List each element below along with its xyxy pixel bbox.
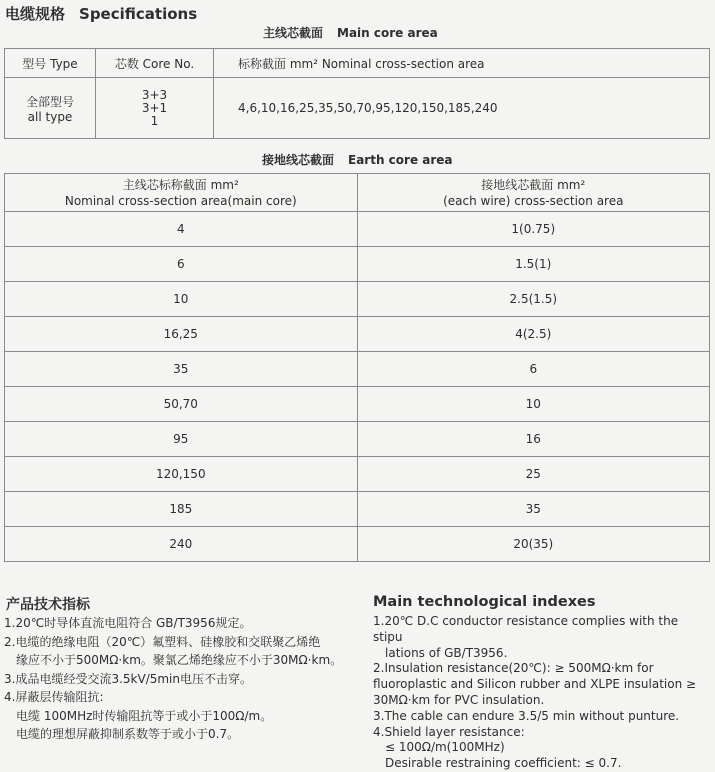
- table-row: [5, 282, 710, 317]
- indexes-zh-heading: 产品技术指标: [6, 597, 90, 613]
- indexes-en-heading: Main technological indexes: [373, 594, 596, 610]
- list-item: lations of GB/T3956.: [385, 645, 508, 660]
- main-area-cell: 6: [5, 247, 358, 282]
- title-en: Specifications: [79, 5, 198, 23]
- core-value: 3+3: [141, 87, 168, 102]
- table-row: [5, 212, 710, 247]
- earth-area-cell: 4(2.5): [357, 317, 709, 352]
- col-area-header: 标称截面 mm² Nominal cross-section area: [214, 49, 710, 78]
- list-item: fluoroplastic and Silicon rubber and XLPE insulation ≥: [373, 677, 697, 692]
- main-area-cell: 185: [5, 492, 358, 527]
- list-item: Desirable restraining coefficient: ≤ 0.7.: [385, 756, 622, 771]
- areas-cell: 4,6,10,16,25,35,50,70,95,120,150,185,240: [214, 78, 710, 139]
- main-core-heading-en: Main core area: [337, 26, 438, 40]
- earth-area-cell: 6: [357, 352, 709, 387]
- type-zh: 全部型号: [25, 94, 74, 109]
- earth-area-cell: 10: [357, 387, 709, 422]
- header-line: 主线芯标称截面 mm²: [122, 177, 239, 192]
- col-main-core-header: [5, 174, 358, 212]
- table-row: [5, 317, 710, 352]
- main-area-cell: 240: [5, 527, 358, 562]
- main-area-cell: 50,70: [5, 387, 358, 422]
- core-value: 3+1: [141, 100, 168, 115]
- table-row: [5, 247, 710, 282]
- earth-area-cell: 25: [357, 457, 709, 492]
- list-item: 2.电缆的绝缘电阻（20℃）氟塑料、硅橡胶和交联聚乙烯绝: [4, 634, 321, 649]
- list-item: 3.成品电缆经受交流3.5kV/5min电压不击穿。: [4, 671, 252, 686]
- earth-area-cell: 2.5(1.5): [357, 282, 709, 317]
- table-header-row: [5, 174, 710, 212]
- table-row: [5, 527, 710, 562]
- table-row: [5, 352, 710, 387]
- earth-area-cell: 1(0.75): [357, 212, 709, 247]
- header-line: 接地线芯截面 mm²: [481, 177, 586, 192]
- table-row: [5, 78, 710, 139]
- title-zh: 电缆规格: [5, 5, 66, 23]
- list-item: 电缆的理想屏蔽抑制系数等于或小于0.7。: [16, 727, 240, 741]
- type-cell: [5, 78, 96, 139]
- earth-area-cell: 1.5(1): [357, 247, 709, 282]
- list-item: 缘应不小于500MΩ·km。聚氯乙烯绝缘应不小于30MΩ·km。: [16, 653, 343, 667]
- table-row: [5, 457, 710, 492]
- col-earth-core-header: [357, 174, 709, 212]
- earth-core-heading: [262, 151, 453, 168]
- list-item: 1.20℃ D.C conductor resistance complies with the stipu: [373, 614, 679, 644]
- list-item: 4.Shield layer resistance:: [373, 724, 525, 739]
- table-row: [5, 387, 710, 422]
- list-item: 4.屏蔽层传输阻抗:: [4, 690, 104, 704]
- main-core-heading-zh: 主线芯截面: [263, 26, 324, 40]
- earth-area-cell: 20(35): [357, 527, 709, 562]
- header-line: Nominal cross-section area(main core): [64, 193, 297, 208]
- type-en: all type: [27, 109, 73, 124]
- indexes-en-list: [373, 614, 709, 772]
- list-item: 30MΩ·km for PVC insulation.: [373, 692, 545, 707]
- main-area-cell: 4: [5, 212, 358, 247]
- main-core-heading: [263, 24, 438, 41]
- page-title: [5, 3, 197, 24]
- table-row: [5, 492, 710, 527]
- main-core-table: [4, 48, 710, 139]
- main-area-cell: 10: [5, 282, 358, 317]
- main-area-cell: 35: [5, 352, 358, 387]
- list-item: 2.Insulation resistance(20℃): ≥ 500MΩ·km for: [373, 661, 654, 676]
- main-area-cell: 16,25: [5, 317, 358, 352]
- list-item: 1.20℃时导体直流电阻符合 GB/T3956规定。: [4, 616, 252, 630]
- col-core-header: 芯数 Core No.: [96, 49, 214, 78]
- table-header-row: [5, 49, 710, 78]
- earth-core-table: [4, 173, 710, 562]
- earth-area-cell: 35: [357, 492, 709, 527]
- main-area-cell: 95: [5, 422, 358, 457]
- list-item: 3.The cable can endure 3.5/5 min without punture.: [373, 708, 680, 723]
- cores-cell: [96, 78, 214, 139]
- indexes-zh-list: [4, 614, 359, 744]
- earth-core-heading-en: Earth core area: [348, 153, 453, 167]
- list-item: 电缆 100MHz时传输阻抗等于或小于100Ω/m。: [16, 708, 273, 723]
- earth-area-cell: 16: [357, 422, 709, 457]
- main-area-cell: 120,150: [5, 457, 358, 492]
- col-type-header: 型号 Type: [5, 49, 96, 78]
- earth-core-heading-zh: 接地线芯截面: [262, 153, 335, 167]
- list-item: ≤ 100Ω/m(100MHz): [385, 740, 505, 755]
- core-value: 1: [150, 113, 159, 128]
- table-row: [5, 422, 710, 457]
- header-line: (each wire) cross-section area: [443, 193, 624, 208]
